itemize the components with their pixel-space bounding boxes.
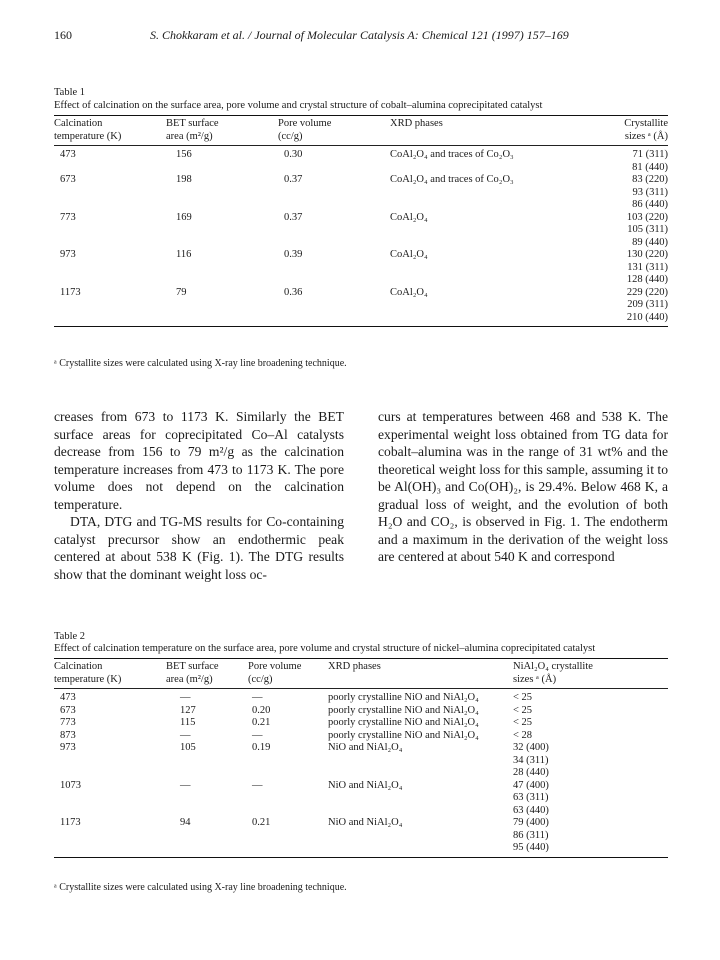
crystallite-size-value: 93 (311) bbox=[632, 186, 668, 198]
body-paragraph: creases from 673 to 1173 K. Similarly the BET surface areas for coprecipitated Co–Al catalysts decrease from 156 to 79 m²/g as the calcination temperature increases from 473 to 1173 K. The pore volume does not depend on the calcination temperature. bbox=[54, 409, 344, 512]
crystallite-size-value: 63 (440) bbox=[513, 804, 549, 816]
cell-temperature: 673 bbox=[60, 704, 76, 716]
cell-xrd-phases: NiO and NiAl₂O₄ bbox=[328, 779, 403, 791]
crystallite-size-value: 130 (220) bbox=[626, 249, 668, 260]
body-paragraph: curs at temperatures between 468 and 538 K. The experimental weight loss obtained from TG data for cobalt–alumina was in the range of 31 wt% and the theoretical weight loss for this sample, assuming it to be Al(OH)₃ and Co(OH)₂, is 29.4%. Below 468 K, a gradual loss of weight, and the evolution of both H₂O and CO₂, is observed in Fig. 1. The endotherm and a maximum in the derivation of the weight loss are centered at about 540 K and correspond bbox=[378, 409, 668, 564]
table2-footnote: ᵃ Crystallite sizes were calculated using X-ray line broadening technique. bbox=[54, 882, 347, 893]
table2-top-rule bbox=[54, 658, 668, 659]
table2-header-row bbox=[54, 661, 668, 689]
cell-bet-area: — bbox=[180, 692, 191, 703]
cell-xrd-phases: CoAl₂O₄ bbox=[390, 249, 428, 260]
table1-caption: Effect of calcination on the surface area, pore volume and crystal structure of cobalt–alumina coprecipitated catalyst bbox=[54, 100, 543, 111]
cell-xrd-phases: NiO and NiAl₂O₄ bbox=[328, 817, 513, 857]
crystallite-size-value: 32 (400) bbox=[513, 742, 549, 753]
table1-footnote: ᵃ Crystallite sizes were calculated using X-ray line broadening technique. bbox=[54, 358, 347, 369]
table-row bbox=[54, 817, 668, 857]
cell-pore-volume: 0.37 bbox=[284, 211, 303, 223]
crystallite-size-value: < 25 bbox=[513, 717, 533, 728]
cell-temperature: 873 bbox=[60, 729, 76, 741]
crystallite-size-value: 34 (311) bbox=[513, 754, 549, 766]
body-right-column bbox=[378, 408, 668, 566]
table2-header-xrd: XRD phases bbox=[328, 661, 513, 689]
table1-header-temp: Calcination temperature (K) bbox=[54, 118, 166, 146]
cell-bet-area: 94 bbox=[166, 817, 248, 857]
cell-bet-area: 198 bbox=[176, 174, 192, 185]
cell-temperature: 973 bbox=[60, 742, 76, 753]
crystallite-size-value: 86 (311) bbox=[513, 829, 549, 841]
cell-xrd-phases: poorly crystalline NiO and NiAl₂O₄ bbox=[328, 692, 479, 703]
cell-temperature: 473 bbox=[60, 692, 76, 703]
table2-header-bet: BET surface area (m²/g) bbox=[166, 661, 248, 689]
cell-bet-area: — bbox=[180, 729, 191, 741]
cell-xrd-phases: NiO and NiAl₂O₄ bbox=[328, 742, 403, 753]
table-row bbox=[54, 212, 668, 250]
crystallite-size-value: 63 (311) bbox=[513, 792, 549, 803]
cell-xrd-phases: CoAl₂O₄ and traces of Co₂O₃ bbox=[390, 174, 514, 185]
cell-pore-volume: — bbox=[252, 729, 263, 741]
table-row bbox=[54, 689, 668, 705]
crystallite-size-value: 95 (440) bbox=[513, 842, 549, 853]
table2-header-sizes: NiAl₂O₄ crystallite sizes ᵃ (Å) bbox=[513, 661, 668, 689]
cell-crystallite-sizes bbox=[513, 742, 668, 780]
cell-pore-volume: 0.37 bbox=[284, 174, 303, 185]
cell-bet-area: 169 bbox=[176, 211, 192, 223]
table2 bbox=[54, 661, 668, 858]
page-number: 160 bbox=[54, 28, 72, 42]
cell-xrd-phases: poorly crystalline NiO and NiAl₂O₄ bbox=[328, 704, 479, 716]
cell-temperature: 473 bbox=[60, 149, 76, 160]
cell-crystallite-sizes bbox=[590, 287, 668, 327]
table1-header-pore: Pore volume (cc/g) bbox=[278, 118, 390, 146]
cell-temperature: 773 bbox=[60, 211, 76, 223]
cell-crystallite-sizes bbox=[513, 689, 668, 705]
cell-pore-volume: 0.36 bbox=[278, 287, 390, 327]
cell-temperature: 973 bbox=[60, 249, 76, 260]
crystallite-size-value: 209 (311) bbox=[627, 299, 668, 310]
cell-pore-volume: 0.21 bbox=[252, 717, 271, 728]
table-row bbox=[54, 287, 668, 327]
cell-bet-area: 116 bbox=[176, 249, 192, 260]
crystallite-size-value: 81 (440) bbox=[632, 161, 668, 173]
table-row bbox=[54, 705, 668, 718]
crystallite-size-value: 229 (220) bbox=[626, 286, 668, 298]
table2-label: Table 2 bbox=[54, 631, 86, 642]
crystallite-size-value: < 25 bbox=[513, 692, 533, 703]
cell-crystallite-sizes bbox=[590, 174, 668, 212]
table2-header-temp: Calcination temperature (K) bbox=[54, 661, 166, 689]
table1-label: Table 1 bbox=[54, 87, 86, 98]
cell-temperature: 673 bbox=[60, 174, 76, 185]
cell-bet-area: — bbox=[180, 779, 191, 791]
cell-pore-volume: 0.21 bbox=[248, 817, 328, 857]
table-row bbox=[54, 146, 668, 175]
table-row bbox=[54, 249, 668, 287]
cell-pore-volume: 0.39 bbox=[284, 249, 303, 260]
cell-crystallite-sizes bbox=[590, 212, 668, 250]
running-title: S. Chokkaram et al. / Journal of Molecular Catalysis A: Chemical 121 (1997) 157–169 bbox=[150, 28, 569, 42]
table1-header-row bbox=[54, 118, 668, 146]
cell-bet-area: 127 bbox=[180, 704, 196, 716]
crystallite-size-value: 103 (220) bbox=[626, 211, 668, 223]
crystallite-size-value: 79 (400) bbox=[513, 817, 549, 828]
cell-pore-volume: 0.30 bbox=[284, 149, 303, 160]
crystallite-size-value: 128 (440) bbox=[626, 274, 668, 285]
crystallite-size-value: 105 (311) bbox=[627, 224, 668, 235]
cell-pore-volume: — bbox=[252, 692, 263, 703]
cell-xrd-phases: CoAl₂O₄ and traces of Co₂O₃ bbox=[390, 149, 514, 160]
crystallite-size-value: < 25 bbox=[513, 704, 533, 716]
cell-crystallite-sizes bbox=[513, 817, 668, 857]
crystallite-size-value: 89 (440) bbox=[632, 236, 668, 248]
crystallite-size-value: 71 (311) bbox=[632, 149, 668, 160]
cell-xrd-phases: poorly crystalline NiO and NiAl₂O₄ bbox=[328, 729, 479, 741]
table-row bbox=[54, 174, 668, 212]
crystallite-size-value: 28 (440) bbox=[513, 767, 549, 778]
cell-temperature: 1173 bbox=[54, 817, 166, 857]
cell-crystallite-sizes bbox=[513, 780, 668, 818]
table-row bbox=[54, 780, 668, 818]
table2-caption: Effect of calcination temperature on the surface area, pore volume and crystal structure of nickel–alumina coprecipitated catalyst bbox=[54, 643, 596, 654]
crystallite-size-value: 210 (440) bbox=[626, 311, 668, 323]
table2-header-pore: Pore volume (cc/g) bbox=[248, 661, 328, 689]
cell-xrd-phases: poorly crystalline NiO and NiAl₂O₄ bbox=[328, 717, 479, 728]
cell-bet-area: 115 bbox=[180, 717, 196, 728]
cell-xrd-phases: CoAl₂O₄ bbox=[390, 287, 590, 327]
crystallite-size-value: 47 (400) bbox=[513, 779, 549, 791]
cell-temperature: 1073 bbox=[60, 779, 81, 791]
cell-crystallite-sizes bbox=[513, 730, 668, 743]
table1 bbox=[54, 118, 668, 327]
cell-bet-area: 156 bbox=[176, 149, 192, 160]
cell-pore-volume: 0.20 bbox=[252, 704, 271, 716]
crystallite-size-value: 83 (220) bbox=[632, 174, 668, 185]
cell-temperature: 773 bbox=[60, 717, 76, 728]
table-row bbox=[54, 730, 668, 743]
cell-temperature: 1173 bbox=[54, 287, 166, 327]
crystallite-size-value: 86 (440) bbox=[632, 199, 668, 210]
cell-crystallite-sizes bbox=[513, 717, 668, 730]
cell-bet-area: 79 bbox=[166, 287, 278, 327]
table1-header-sizes: Crystallite sizes ᵃ (Å) bbox=[590, 118, 668, 146]
body-left-column bbox=[54, 408, 344, 583]
cell-xrd-phases: CoAl₂O₄ bbox=[390, 211, 428, 223]
cell-crystallite-sizes bbox=[513, 705, 668, 718]
table1-top-rule bbox=[54, 115, 668, 116]
cell-crystallite-sizes bbox=[590, 146, 668, 175]
table-row bbox=[54, 742, 668, 780]
crystallite-size-value: 131 (311) bbox=[627, 261, 668, 273]
table1-header-bet: BET surface area (m²/g) bbox=[166, 118, 278, 146]
cell-pore-volume: 0.19 bbox=[252, 742, 271, 753]
cell-crystallite-sizes bbox=[590, 249, 668, 287]
crystallite-size-value: < 28 bbox=[513, 729, 533, 741]
cell-bet-area: 105 bbox=[180, 742, 196, 753]
table-row bbox=[54, 717, 668, 730]
table1-header-xrd: XRD phases bbox=[390, 118, 590, 146]
cell-pore-volume: — bbox=[252, 779, 263, 791]
body-paragraph: DTA, DTG and TG-MS results for Co-containing catalyst precursor show an endothermic peak centered at about 538 K (Fig. 1). The DTG results show that the dominant weight loss oc- bbox=[54, 514, 344, 582]
